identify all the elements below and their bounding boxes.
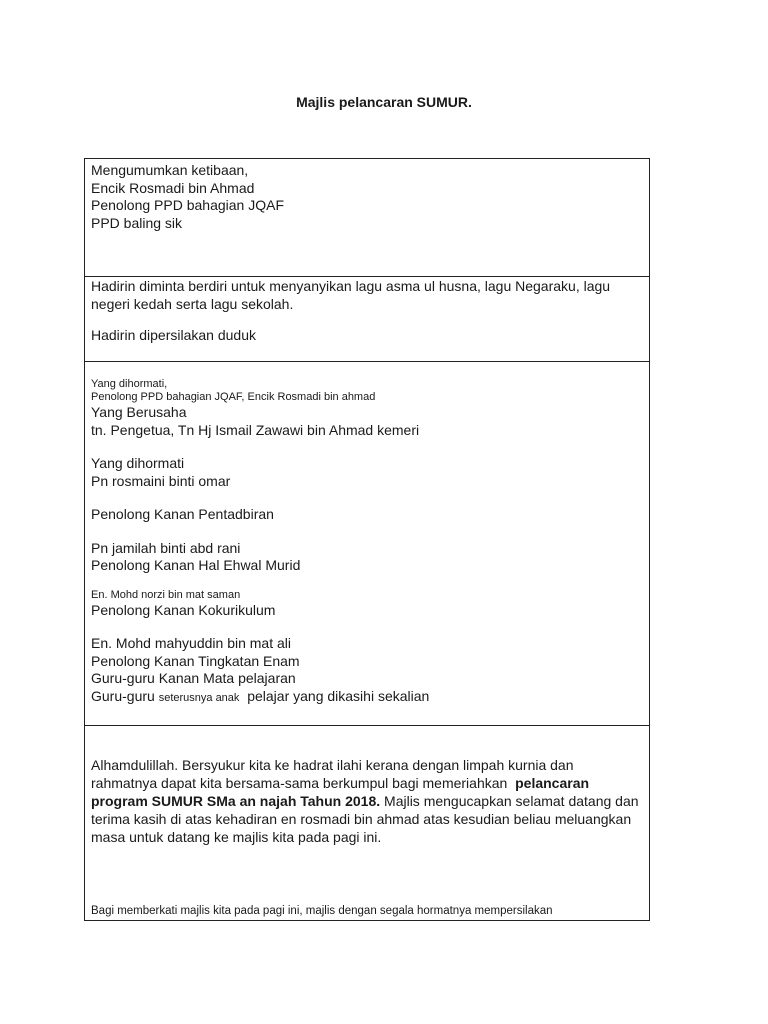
guest-name: Encik Rosmadi bin Ahmad [91,179,255,196]
anthem-row [85,277,649,362]
salutation-line: Penolong Kanan Tingkatan Enam [91,652,300,669]
salutation-small: Yang dihormati, [91,378,168,390]
opening-text: Alhamdulillah. Bersyukur kita ke hadrat ilahi kerana dengan limpah kurnia dan rahmatnya dapat kita bersama-sama berkumpul bagi memeriahkan [91,757,574,791]
salutation-line: En. Mohd mahyuddin bin mat ali [91,635,291,651]
announce-line: Mengumumkan ketibaan, [91,162,249,178]
closing-invitation: Bagi memberkati majlis kita pada pagi ini, majlis dengan segala hormatnya mempersilakan [91,905,553,917]
program-table [84,158,650,921]
salutation-line: Guru-guru Kanan Mata pelajaran [91,670,296,686]
salutation-line: Yang Berusaha [91,404,187,420]
salutation-line: Penolong Kanan Pentadbiran [91,506,274,522]
salutation-line-mixed [91,688,643,706]
teachers-small-text: seterusnya anak [158,691,240,704]
opening-paragraph [91,756,643,846]
sit-instruction: Hadirin dipersilakan duduk [91,327,256,343]
salutation-line: tn. Pengetua, Tn Hj Ismail Zawawi bin Ahmad kemeri [91,421,420,438]
page-title: Majlis pelancaran SUMUR. [296,94,472,110]
salutation-line: Penolong Kanan Hal Ehwal Murid [91,557,301,573]
opening-speech-row [85,726,649,920]
stand-instruction: Hadirin diminta berdiri untuk menyanyikan lagu asma ul husna, lagu Negaraku, lagu negeri kedah serta lagu sekolah. [91,278,611,312]
salutation-row [85,362,649,726]
salutation-line: Pn rosmaini binti omar [91,472,231,489]
opening-bold-text: pelancaran program SUMUR SMa an najah Tahun 2018. [91,775,590,809]
salutation-small: Penolong PPD bahagian JQAF, Encik Rosmadi bin ahmad [91,391,376,403]
salutation-line: Penolong Kanan Kokurikulum [91,601,276,618]
salutation-small: En. Mohd norzi bin mat saman [91,588,241,601]
guest-title: Penolong PPD bahagian JQAF [91,197,285,213]
teachers-text: Guru-guru [91,687,155,704]
salutation-line: Yang dihormati [91,455,185,471]
opening-text-continued: Majlis mengucapkan selamat datang dan terima kasih di atas kehadiran en rosmadi bin ahmad atas kesudian beliau meluangkan masa untuk datang ke majlis kita pada pagi ini. [91,793,639,845]
students-text: pelajar yang dikasihi sekalian [247,687,430,704]
salutation-line: Pn jamilah binti abd rani [91,539,241,556]
announcement-row [85,159,649,277]
guest-office: PPD baling sik [91,214,183,231]
